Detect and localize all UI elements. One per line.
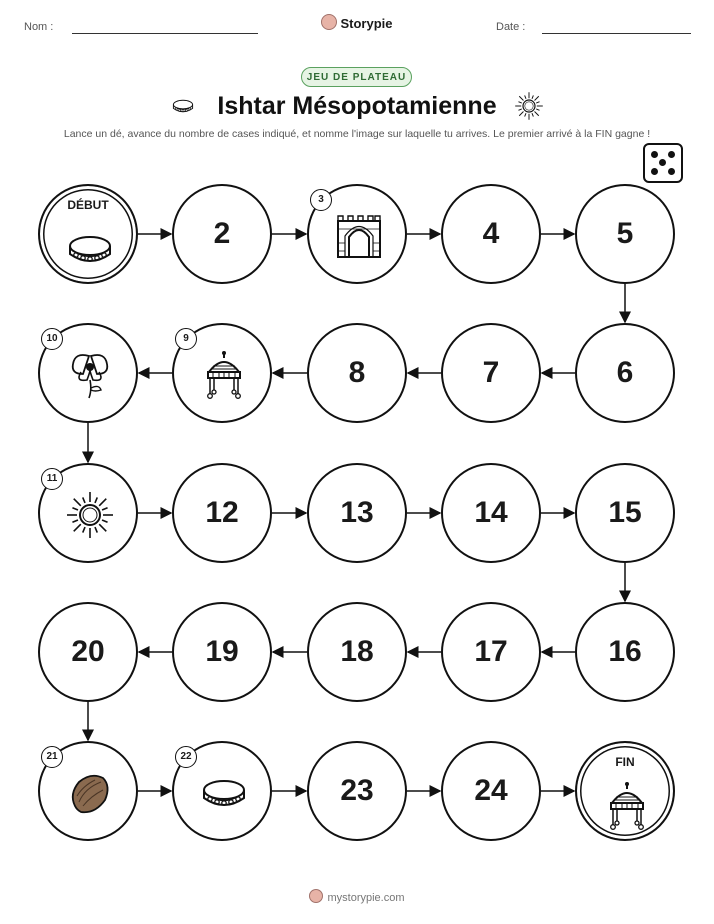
footer-url: mystorypie.com [327,892,405,904]
name-label: Nom : [24,21,54,33]
board-cell [441,463,541,563]
bracelet-icon [199,768,249,818]
board-cell [575,602,675,702]
seed-icon [65,768,115,818]
date-label: Date : [496,21,526,33]
cell-number: 14 [474,496,508,529]
board-cell [575,323,675,423]
sun-icon [65,490,115,540]
cell-number: 24 [474,774,508,807]
cell-number: 12 [205,496,239,529]
instructions: Lance un dé, avance du nombre de cases indiqué, et nomme l'image sur laquelle tu arrives. Le premier arrivé à la FIN gagne ! [63,128,651,140]
ishtar-gate-icon [334,211,384,261]
finish-label: FIN [615,755,635,769]
cell-number: 13 [340,496,374,529]
cell-number-tag: 3 [310,189,332,211]
board-cell [307,463,407,563]
crown-icon [602,781,652,831]
board-cell [441,741,541,841]
board-cell [441,323,541,423]
cell-number: 23 [340,774,374,807]
cell-number-tag: 21 [41,746,63,768]
cell-number: 17 [474,635,508,668]
crown-icon [199,350,249,400]
start-label: DÉBUT [67,198,109,212]
cell-number: 5 [616,217,634,250]
board-cell [575,463,675,563]
bear-icon [309,889,323,903]
start-cell [38,184,138,284]
bracelet-icon [65,224,115,274]
cell-number-tag: 22 [175,746,197,768]
footer [0,889,714,904]
board-cell [307,741,407,841]
board-cell [172,463,272,563]
cell-number-tag: 9 [175,328,197,350]
game-type-badge: JEU DE PLATEAU [301,67,412,87]
cell-number: 15 [608,496,642,529]
board-cell [307,602,407,702]
board-cell [307,323,407,423]
cell-number: 18 [340,635,374,668]
cell-number: 19 [205,635,239,668]
cell-number: 8 [348,356,366,389]
brand-name: Storypie [340,16,393,31]
cell-number: 20 [71,635,105,668]
cell-number: 7 [482,356,500,389]
cell-number-tag: 11 [41,468,63,490]
finish-cell [575,741,675,841]
board-cell [575,184,675,284]
board-cell [441,602,541,702]
cell-number: 16 [608,635,642,668]
board-cell [172,602,272,702]
poppy-icon [65,350,115,400]
title-text: Ishtar Mésopotamienne [217,92,497,120]
cell-number: 6 [616,356,634,389]
board-cell [172,184,272,284]
cell-number-tag: 10 [41,328,63,350]
board-cell [38,602,138,702]
board-cell [441,184,541,284]
cell-number: 2 [213,217,231,250]
cell-number: 4 [482,217,500,250]
